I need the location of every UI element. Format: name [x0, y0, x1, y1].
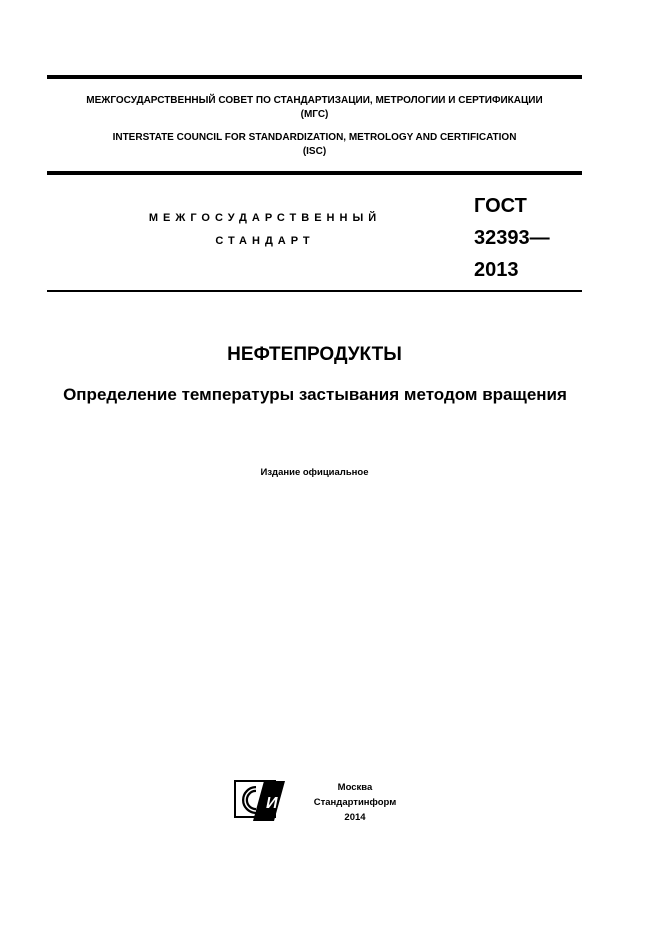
publisher-city: Москва: [337, 782, 373, 793]
gost-code-line-3: 2013: [474, 259, 519, 281]
council-name-ru-text: МЕЖГОСУДАРСТВЕННЫЙ СОВЕТ ПО СТАНДАРТИЗАЦИИ, МЕТРОЛОГИИ И СЕРТИФИКАЦИИ: [86, 95, 543, 106]
publisher-year: 2014: [344, 812, 366, 823]
council-abbr-ru: (МГС): [300, 109, 329, 120]
standard-type-line-1: МЕЖГОСУДАРСТВЕННЫЙ: [148, 212, 382, 224]
svg-text:И: И: [266, 795, 278, 812]
council-abbr-en: (ISC): [302, 146, 327, 157]
publisher-info: [295, 780, 415, 825]
council-name-en: [47, 131, 582, 159]
document-title: НЕФТЕПРОДУКТЫ: [227, 344, 402, 365]
document-subtitle: Определение температуры застывания методом вращения: [63, 385, 567, 404]
gost-code-line-2: 32393—: [474, 227, 550, 249]
publisher-name: Стандартинформ: [313, 797, 397, 808]
gost-code: [474, 190, 550, 286]
edition-note: Издание официальное: [260, 467, 369, 478]
gost-code-line-1: ГОСТ: [474, 195, 527, 217]
top-rule: [47, 75, 582, 79]
standartinform-logo-icon: [234, 780, 286, 822]
council-name-ru: [47, 94, 582, 122]
standard-type-line-2: СТАНДАРТ: [215, 235, 315, 247]
council-name-en-text: INTERSTATE COUNCIL FOR STANDARDIZATION, METROLOGY AND CERTIFICATION: [112, 132, 517, 143]
middle-rule: [47, 171, 582, 175]
bottom-rule: [47, 290, 582, 292]
